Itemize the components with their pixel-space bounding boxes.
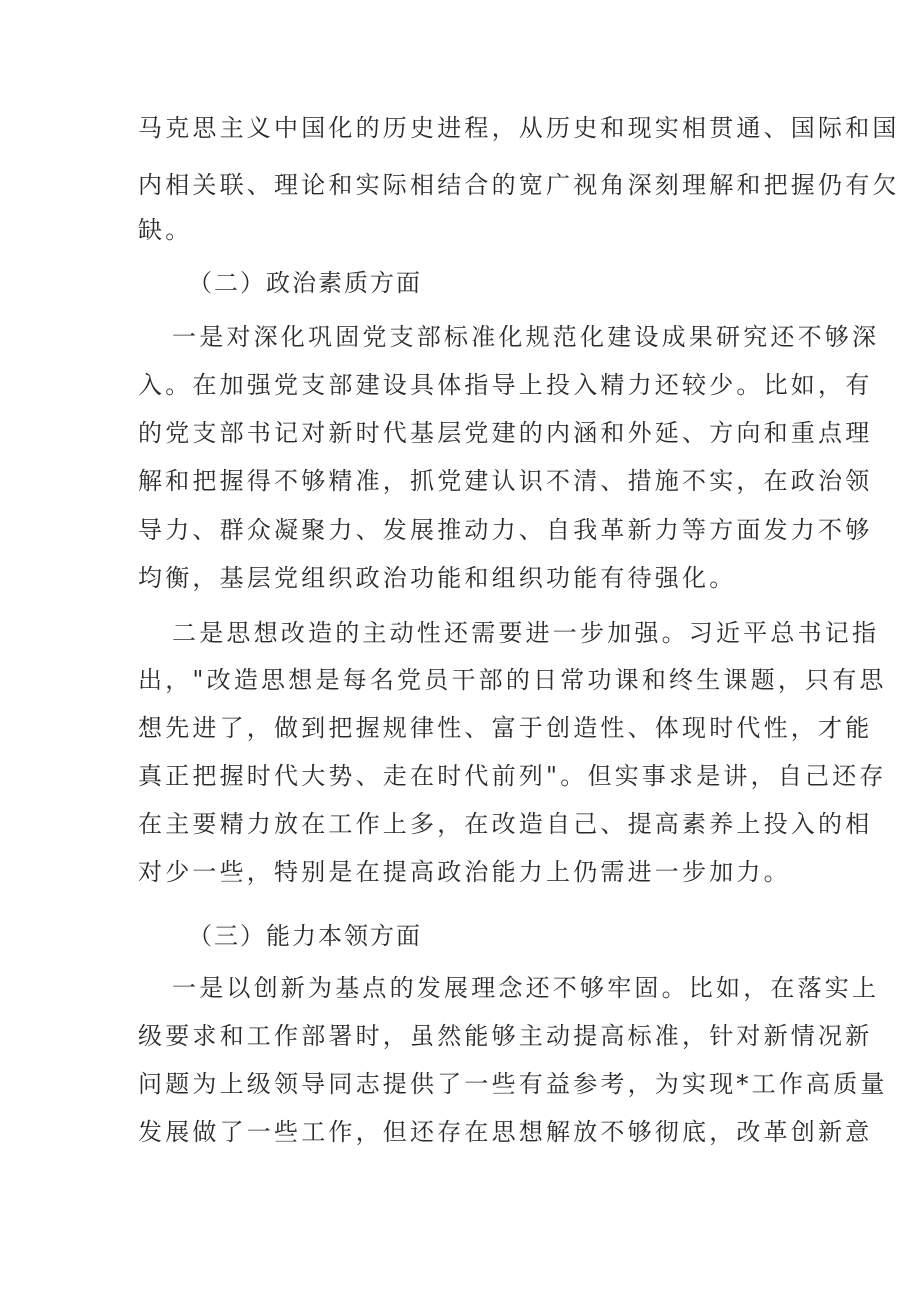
text-line: 一是以创新为基点的发展理念还不够牢固。比如，在落实上: [172, 974, 880, 1002]
text-line: 对少一些，特别是在提高政治能力上仍需进一步加力。: [138, 858, 791, 886]
text-line: 问题为上级领导同志提供了一些有益参考，为实现*工作高质量: [138, 1070, 888, 1098]
text-line: 出，"改造思想是每名党员干部的日常功课和终生课题，只有思: [138, 666, 887, 694]
text-line: 真正把握时代大势、走在时代前列"。但实事求是讲，自己还存: [138, 762, 887, 790]
text-line: 在主要精力放在工作上多，在改造自己、提高素养上投入的相: [138, 810, 873, 838]
text-line: 解和把握得不够精准，抓党建认识不清、措施不实，在政治领: [138, 467, 873, 495]
text-line: 导力、群众凝聚力、发展推动力、自我革新力等方面发力不够: [138, 516, 873, 544]
text-line: 级要求和工作部署时，虽然能够主动提高标准，针对新情况新: [138, 1022, 873, 1050]
text-line: 内相关联、理论和实际相结合的宽广视角深刻理解和把握仍有欠: [138, 171, 900, 199]
text-line: 二是思想改造的主动性还需要进一步加强。习近平总书记指: [172, 619, 880, 647]
text-line: 的党支部书记对新时代基层党建的内涵和外延、方向和重点理: [138, 419, 873, 447]
text-line: 发展做了一些工作，但还存在思想解放不够彻底，改革创新意: [138, 1118, 873, 1146]
text-line: 均衡，基层党组织政治功能和组织功能有待强化。: [138, 564, 737, 592]
section-heading: （二）政治素质方面: [188, 269, 422, 297]
section-heading: （三）能力本领方面: [188, 922, 422, 950]
text-line: 缺。: [138, 216, 193, 244]
text-line: 一是对深化巩固党支部标准化规范化建设成果研究还不够深: [172, 323, 880, 351]
text-line: 马克思主义中国化的历史进程，从历史和现实相贯通、国际和国: [138, 114, 900, 142]
text-line: 想先进了，做到把握规律性、富于创造性、体现时代性，才能: [138, 714, 873, 742]
text-line: 入。在加强党支部建设具体指导上投入精力还较少。比如，有: [138, 371, 873, 399]
